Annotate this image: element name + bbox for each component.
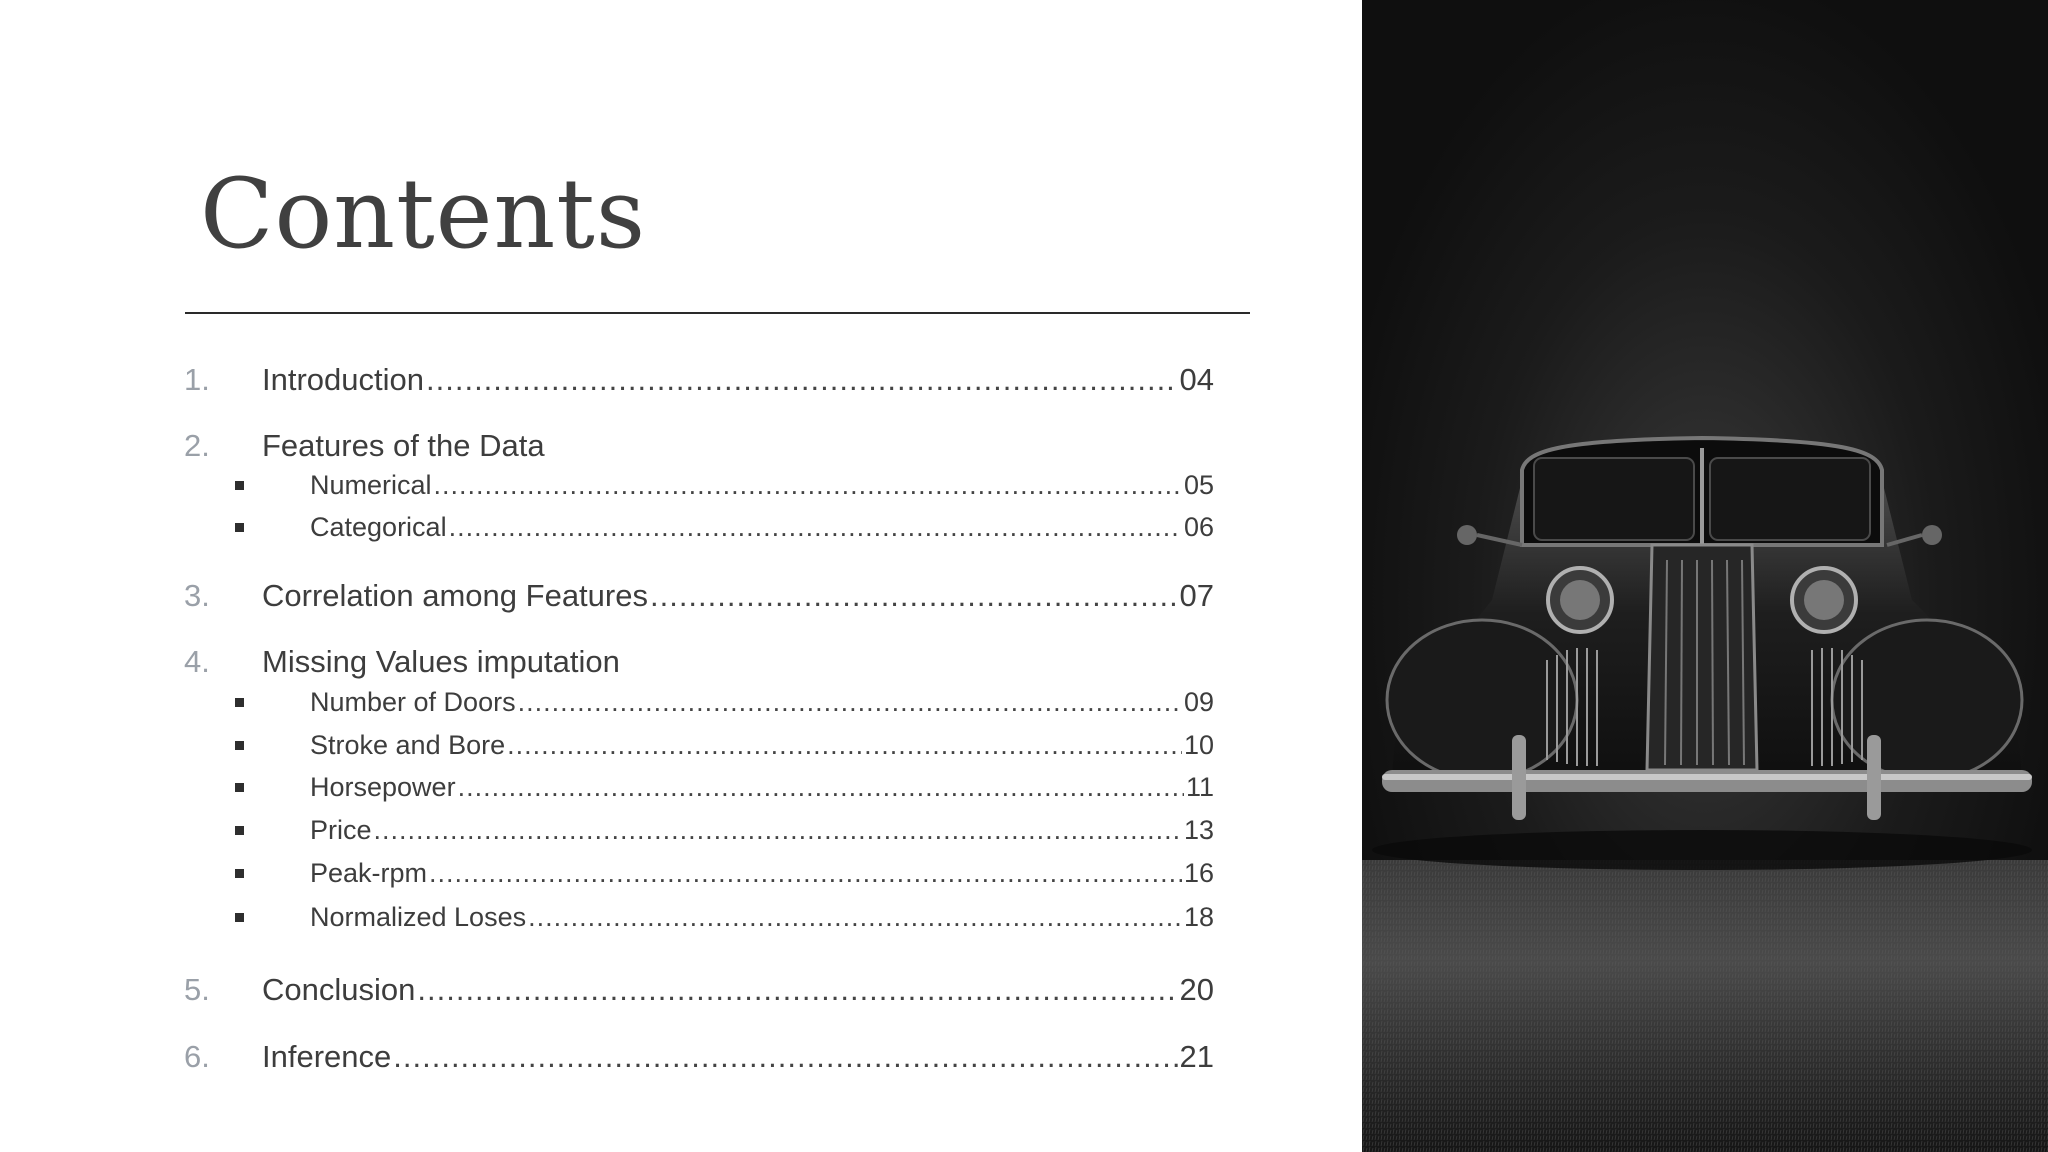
toc-page-number: 16 [1183,858,1214,888]
toc-entry-label: Missing Values imputation [262,644,620,679]
toc-entry-label: Conclusion [262,972,416,1007]
toc-number: 1. [184,362,210,397]
toc-section-missing-values[interactable] [262,644,620,680]
toc-entry-label: Peak-rpm [310,858,428,888]
toc-number: 5. [184,972,210,1007]
toc-entry-label: Horsepower [310,772,456,802]
dot-leader [449,512,1182,543]
square-bullet-icon [235,698,244,707]
square-bullet-icon [235,481,244,490]
dot-leader [429,858,1182,889]
toc-entry-label: Normalized Loses [310,902,527,932]
dot-leader [417,972,1177,1008]
toc-page-number: 10 [1183,730,1214,760]
toc-page-number: 18 [1183,902,1214,932]
dot-leader [458,772,1184,803]
toc-number: 4. [184,644,210,679]
dot-leader [434,470,1182,501]
vintage-car-photo [1362,0,2048,1152]
toc-entry-correlation[interactable] [262,578,1214,614]
square-bullet-icon [235,913,244,922]
toc-page-number: 11 [1185,772,1214,802]
toc-entry-label: Categorical [310,512,447,542]
dot-leader [426,362,1178,398]
dot-leader [518,687,1182,718]
toc-number: 6. [184,1039,210,1074]
dot-leader [507,730,1182,761]
square-bullet-icon [235,826,244,835]
toc-section-features[interactable] [262,428,545,464]
toc-page-number: 09 [1183,687,1214,717]
dot-leader [650,578,1178,614]
dot-leader [393,1039,1177,1075]
square-bullet-icon [235,741,244,750]
toc-entry-horsepower[interactable] [310,772,1214,803]
toc-entry-peak-rpm[interactable] [310,858,1214,889]
square-bullet-icon [235,869,244,878]
square-bullet-icon [235,523,244,532]
toc-page-number: 13 [1183,815,1214,845]
toc-entry-inference[interactable] [262,1039,1214,1075]
toc-number: 3. [184,578,210,613]
dot-leader [374,815,1182,846]
toc-entry-label: Inference [262,1039,392,1074]
toc-number: 2. [184,428,210,463]
toc-entry-label: Numerical [310,470,432,500]
toc-entry-number-of-doors[interactable] [310,687,1214,718]
toc-entry-label: Features of the Data [262,428,545,463]
dot-leader [528,902,1182,933]
toc-entry-label: Introduction [262,362,424,397]
toc-page-number: 07 [1179,578,1214,613]
toc-page-number: 04 [1179,362,1214,397]
page-title: Contents [200,158,647,270]
toc-entry-normalized-loses[interactable] [310,902,1214,933]
toc-page-number: 06 [1183,512,1214,542]
vintage-car-icon [1362,0,2048,1152]
toc-page-number: 21 [1179,1039,1214,1074]
toc-entry-label: Stroke and Bore [310,730,506,760]
toc-entry-categorical[interactable] [310,512,1214,543]
toc-entry-label: Number of Doors [310,687,516,717]
toc-entry-stroke-and-bore[interactable] [310,730,1214,761]
toc-page-number: 20 [1179,972,1214,1007]
square-bullet-icon [235,783,244,792]
toc-entry-numerical[interactable] [310,470,1214,501]
toc-entry-label: Price [310,815,372,845]
toc-entry-conclusion[interactable] [262,972,1214,1008]
toc-page-number: 05 [1183,470,1214,500]
toc-entry-price[interactable] [310,815,1214,846]
toc-entry-introduction[interactable] [262,362,1214,398]
toc-entry-label: Correlation among Features [262,578,648,613]
